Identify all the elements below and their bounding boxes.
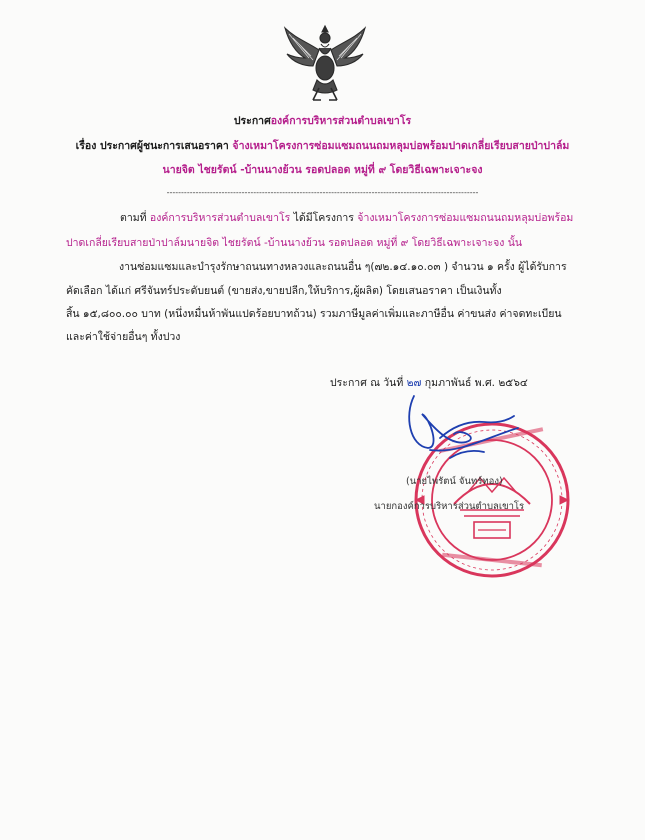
body-p1-project: จ้างเหมาโครงการซ่อมแซมถนนถมหลุมบ่อพร้อม [357,212,574,224]
announce-org: องค์การบริหารส่วนตำบลเขาโร [270,115,412,127]
body-line-2 [66,236,522,250]
body-line-3: งานซ่อมแซมและบำรุงรักษาถนนทางหลวงและถนนอื่น ๆ(๗๒.๑๔.๑๐.๐๓ ) จำนวน ๑ ครั้ง ผู้ได้รับการ [119,261,567,273]
body-p1-b: ได้มีโครงการ [290,212,358,224]
body-line-5: สิ้น ๑๕,๘๐๐.๐๐ บาท (หนึ่งหมื่นห้าพันแปดร้อยบาทถ้วน) รวมภาษีมูลค่าเพิ่มและภาษีอื่น ค่าขนส่ง ค่าจดทะเบียน [66,308,562,320]
signer-position: นายกองค์การบริหารส่วนตำบลเขาโร [374,501,525,512]
date-prefix: ประกาศ ณ วันที่ [330,377,407,389]
subject-line-2: นายจิต ไชยรัตน์ -บ้านนางย้วน รอดปลอด หมู่ที่ ๙ โดยวิธีเฉพาะเจาะจง [162,164,483,176]
announce-prefix: ประกาศ [233,115,271,127]
subject-line-1 [0,139,645,153]
divider-line: ------------------------------------------------------------------------------------------------------------ [166,188,479,197]
subject-project: จ้างเหมาโครงการซ่อมแซมถนนถมหลุมบ่อพร้อมปาดเกลี่ยเรียบสายป่าปาล์ม [228,140,570,152]
body-line-1 [120,211,573,225]
subject-prefix: เรื่อง ประกาศผู้ชนะการเสนอราคา [75,140,229,152]
body-line-6: และค่าใช้จ่ายอื่นๆ ทั้งปวง [66,331,181,343]
announcement-title [0,114,645,128]
body-p1-org: องค์การบริหารส่วนตำบลเขาโร [149,212,291,224]
date-day: ๒๗ [406,377,422,389]
body-line-4: คัดเลือก ได้แก่ ศรีจันทร์ประดับยนต์ (ขายส่ง,ขายปลีก,ให้บริการ,ผู้ผลิต) โดยเสนอราคา เป็นเงินทั้ง [66,285,502,297]
date-rest: กุมภาพันธ์ พ.ศ. ๒๕๖๔ [421,377,528,389]
garuda-emblem [281,22,369,104]
signer-name: (นายไพรัตน์ จันทร์ทอง) [406,476,503,487]
handwritten-signature [400,388,520,478]
body-p2: ปาดเกลี่ยเรียบสายป่าปาล์มนายจิต ไชยรัตน์ -บ้านนางย้วน รอดปลอด หมู่ที่ ๙ โดยวิธีเฉพาะเจาะจง นั้น [66,237,523,249]
body-p1-a: ตามที่ [120,212,150,224]
